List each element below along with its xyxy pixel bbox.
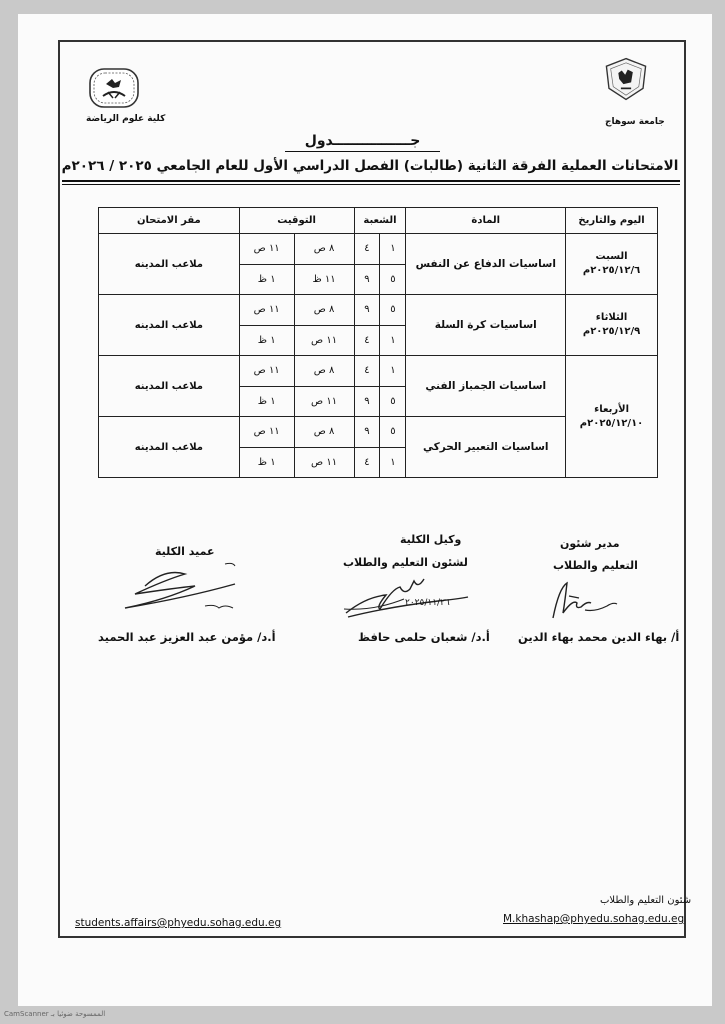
time-cell: ١ ظ (239, 447, 294, 478)
header-subject: المادة (406, 208, 566, 234)
section-cell: ١ (380, 234, 406, 265)
time-cell: ٨ ص (294, 234, 354, 265)
affairs-manager-name: أ/ بهاء الدين محمد بهاء الدين (518, 630, 680, 644)
venue-cell: ملاعب المدينه (99, 417, 240, 478)
section-cell: ٩ (354, 417, 380, 448)
page-border (58, 40, 686, 938)
section-cell: ٤ (354, 447, 380, 478)
subject-cell: اساسيات الجمباز الفني (406, 356, 566, 417)
time-cell: ١١ ص (294, 386, 354, 417)
time-cell: ٨ ص (294, 356, 354, 387)
subject-cell: اساسيات التعبير الحركي (406, 417, 566, 478)
title-text: جــــــــــــــــدول (285, 133, 441, 152)
time-cell: ١ ظ (239, 386, 294, 417)
day-name: الثلاثاء (595, 312, 628, 323)
day-date: ٢٠٢٥/١٢/٦م (582, 265, 641, 276)
time-cell: ١١ ظ (294, 264, 354, 295)
page-subtitle: الامتحانات العملية الفرقة الثانية (طالبات) الفصل الدراسي الأول للعام الجامعي ٢٠٢٥ / ٢٠٢٦م (61, 158, 679, 174)
faculty-logo (88, 66, 140, 112)
section-cell: ١ (380, 325, 406, 356)
dean-name: أ.د/ مؤمن عبد العزيز عبد الحميد (98, 630, 276, 644)
divider-top (62, 180, 680, 182)
section-cell: ٩ (354, 386, 380, 417)
section-cell: ٥ (380, 417, 406, 448)
venue-cell: ملاعب المدينه (99, 234, 240, 295)
time-cell: ١١ ص (294, 447, 354, 478)
time-cell: ٨ ص (294, 295, 354, 326)
page-title (0, 133, 725, 152)
email-left-link[interactable]: students.affairs@phyedu.sohag.edu.eg (75, 917, 282, 929)
section-cell: ٩ (354, 295, 380, 326)
day-name: الأربعاء (594, 403, 629, 415)
time-cell: ١ ظ (239, 264, 294, 295)
section-cell: ٩ (354, 264, 380, 295)
university-logo (600, 56, 652, 102)
section-cell: ٤ (354, 325, 380, 356)
section-cell: ٥ (380, 386, 406, 417)
affairs-manager-signature (525, 568, 635, 628)
section-cell: ٤ (354, 234, 380, 265)
vice-dean-handwritten-date: ٢٠٢٥/١١/٢٦ (405, 598, 450, 608)
section-cell: ٤ (354, 356, 380, 387)
table-row (99, 234, 658, 265)
time-cell: ٨ ص (294, 417, 354, 448)
dean-title: عميد الكلية (155, 545, 215, 558)
day-date: ٢٠٢٥/١٢/٩م (582, 326, 641, 337)
day-name: السبت (595, 251, 628, 262)
header-section: الشعبة (354, 208, 406, 234)
time-cell: ١١ ص (239, 295, 294, 326)
table-row (99, 295, 658, 326)
venue-cell: ملاعب المدينه (99, 295, 240, 356)
day-cell (566, 356, 658, 478)
section-cell: ١ (380, 356, 406, 387)
section-cell: ٥ (380, 295, 406, 326)
footer-department: شئون التعليم والطلاب (600, 895, 692, 906)
table-row (99, 356, 658, 387)
affairs-manager-title-1: مدير شئون (560, 537, 620, 550)
exam-schedule-table (98, 207, 658, 478)
day-cell (566, 234, 658, 295)
header-day: اليوم والتاريخ (566, 208, 658, 234)
university-caption: جامعة سوهاج (605, 117, 665, 127)
dean-signature (105, 556, 265, 618)
scanner-watermark: الممسوحة ضوئيا بـ CamScanner (4, 1010, 106, 1018)
header-time: التوقيت (239, 208, 354, 234)
affairs-manager-title-2: التعليم والطلاب (553, 559, 638, 572)
header-row (99, 208, 658, 234)
day-cell (566, 295, 658, 356)
time-cell: ١١ ص (239, 234, 294, 265)
venue-cell: ملاعب المدينه (99, 356, 240, 417)
subject-cell: اساسيات الدفاع عن النفس (406, 234, 566, 295)
time-cell: ١١ ص (294, 325, 354, 356)
section-cell: ١ (380, 447, 406, 478)
email-right-link[interactable]: M.khashap@phyedu.sohag.edu.eg (503, 913, 685, 925)
time-cell: ١ ظ (239, 325, 294, 356)
divider-bottom (62, 184, 680, 185)
header-venue: مقر الامتحان (99, 208, 240, 234)
vice-dean-title-1: وكيل الكلية (400, 533, 462, 546)
day-date: ٢٠٢٥/١٢/١٠م (579, 417, 644, 429)
vice-dean-title-2: لشئون التعليم والطلاب (343, 556, 468, 569)
vice-dean-name: أ.د/ شعبان حلمى حافظ (358, 630, 490, 644)
section-cell: ٥ (380, 264, 406, 295)
subject-cell: اساسيات كرة السلة (406, 295, 566, 356)
time-cell: ١١ ص (239, 417, 294, 448)
time-cell: ١١ ص (239, 356, 294, 387)
faculty-caption: كلية علوم الرياضة (86, 114, 166, 124)
